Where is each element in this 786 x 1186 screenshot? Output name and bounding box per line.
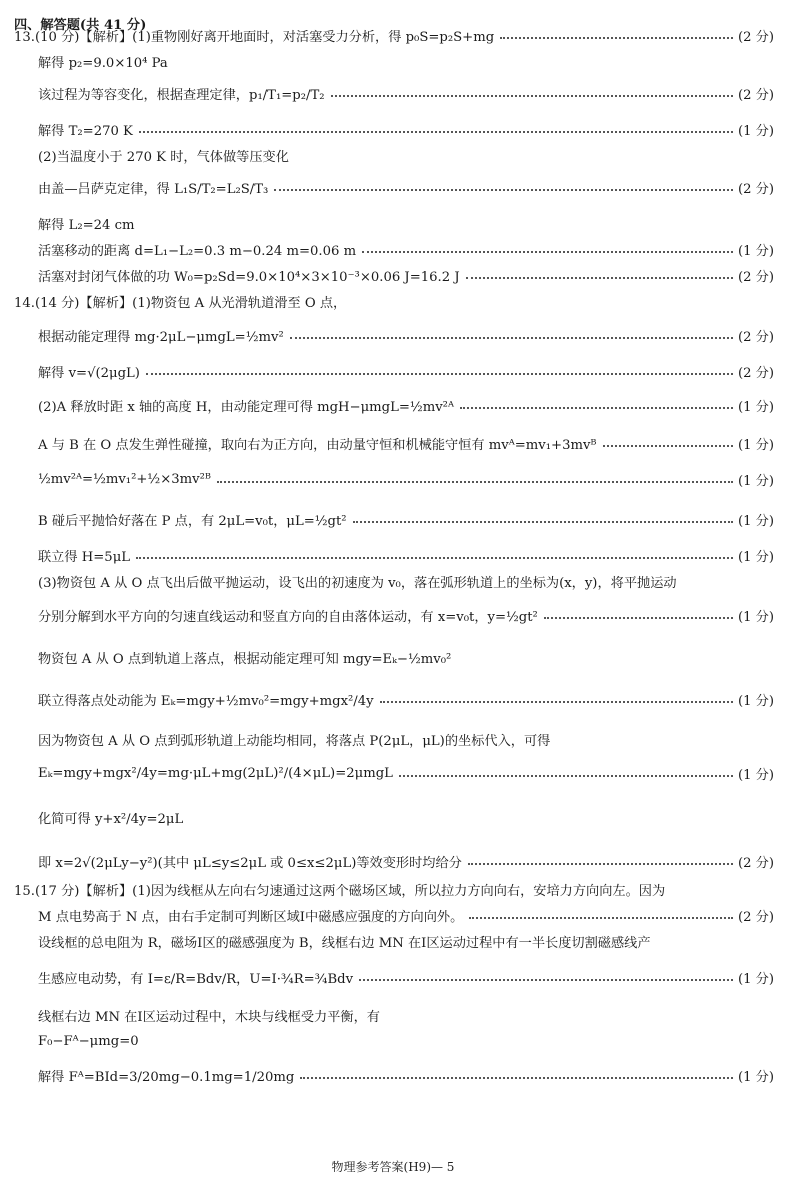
score-label: (1 分) [737, 1069, 774, 1085]
answer-line [38, 360, 786, 382]
answer-text: 设线框的总电阻为 R，磁场Ⅰ区的磁感强度为 B，线框右边 MN 在Ⅰ区运动过程中有一半长度切割磁感线产 [38, 935, 651, 951]
answer-text: 13.(10 分)【解析】(1)重物刚好离开地面时，对活塞受力分析，得 p₀S=p₂S+mg [14, 29, 495, 45]
answer-line [14, 878, 786, 900]
answer-line [38, 570, 786, 592]
page-footer: 物理参考答案(H9)— 5 [331, 1160, 455, 1174]
answer-text: Eₖ=mgy+mgx²/4y=mg·μL+mg(2μL)²/(4×μL)=2μmgL [38, 765, 393, 781]
answer-line [38, 212, 786, 234]
score-label: (2 分) [737, 269, 774, 285]
answer-text: 物资包 A 从 O 点到轨道上落点，根据动能定理可知 mgy=Eₖ−½mv₀² [38, 651, 452, 667]
answer-line [38, 144, 786, 166]
answer-line [38, 238, 786, 260]
answer-text: 15.(17 分)【解析】(1)因为线框从左向右匀速通过这两个磁场区域，所以拉力方向向右，安培力方向向左。因为 [14, 883, 666, 899]
dot-leader [331, 95, 733, 97]
answer-text: 根据动能定理得 mg·2μL−μmgL=½mv² [38, 329, 284, 345]
score-label: (2 分) [737, 29, 774, 45]
answer-line [38, 604, 786, 626]
score-label: (1 分) [737, 549, 774, 565]
answer-text: 解得 v=√(2μgL) [38, 365, 140, 381]
dot-leader [469, 917, 733, 919]
dot-leader [217, 481, 733, 483]
answer-text: 解得 L₂=24 cm [38, 217, 135, 233]
score-label: (1 分) [737, 971, 774, 987]
answer-line [38, 646, 786, 668]
score-label: (2 分) [737, 329, 774, 345]
dot-leader [290, 337, 733, 339]
score-label: (2 分) [737, 87, 774, 103]
dot-leader [353, 521, 733, 523]
dot-leader [136, 557, 733, 559]
score-label: (2 分) [737, 365, 774, 381]
answer-text: 生感应电动势，有 I=ε/R=Bdv/R，U=I·¾R=¾Bdv [38, 971, 354, 987]
dot-leader [362, 251, 733, 253]
answer-line [38, 850, 786, 872]
answer-text: 解得 p₂=9.0×10⁴ Pa [38, 55, 168, 71]
answer-text: ½mv²ᴬ=½mv₁²+½×3mv²ᴮ [38, 471, 211, 487]
answer-text: 14.(14 分)【解析】(1)物资包 A 从光滑轨道滑至 O 点， [14, 295, 347, 311]
dot-leader [544, 617, 733, 619]
answer-line [38, 82, 786, 104]
answer-line [38, 324, 786, 346]
answer-text: 解得 T₂=270 K [38, 123, 133, 139]
dot-leader [359, 979, 733, 981]
answer-line [38, 688, 786, 710]
dot-leader [139, 131, 733, 133]
answer-text: 由盖—吕萨克定律，得 L₁S/T₂=L₂S/T₃ [38, 181, 269, 197]
answer-text: 该过程为等容变化，根据查理定律，p₁/T₁=p₂/T₂ [38, 87, 325, 103]
answer-line [38, 432, 786, 454]
answer-text: 线框右边 MN 在Ⅰ区运动过程中，木块与线框受力平衡，有 [38, 1009, 380, 1025]
dot-leader [380, 701, 733, 703]
dot-leader [274, 189, 733, 191]
answer-line [38, 508, 786, 530]
answer-text: (2)当温度小于 270 K 时，气体做等压变化 [38, 149, 289, 165]
answer-line [38, 762, 786, 784]
score-label: (1 分) [737, 693, 774, 709]
score-label: (2 分) [737, 181, 774, 197]
answer-line [38, 176, 786, 198]
answer-text: B 碰后平抛恰好落在 P 点，有 2μL=v₀t，μL=½gt² [38, 513, 347, 529]
answer-text: M 点电势高于 N 点，由右手定制可判断区域Ⅰ中磁感应强度的方向向外。 [38, 909, 464, 925]
answer-text: F₀−Fᴬ−μmg=0 [38, 1033, 139, 1049]
dot-leader [500, 37, 733, 39]
answer-line [38, 904, 786, 926]
answer-text: 活塞移动的距离 d=L₁−L₂=0.3 m−0.24 m=0.06 m [38, 243, 357, 259]
answer-line [14, 24, 786, 46]
score-label: (1 分) [737, 513, 774, 529]
answer-text: 活塞对封闭气体做的功 W₀=p₂Sd=9.0×10⁴×3×10⁻³×0.06 J=16.2 J [38, 269, 460, 285]
dot-leader [468, 863, 733, 865]
dot-leader [399, 775, 733, 777]
answer-line [38, 728, 786, 750]
answer-text: (3)物资包 A 从 O 点飞出后做平抛运动，设飞出的初速度为 v₀，落在弧形轨道上的坐标为(x，y)，将平抛运动 [38, 575, 677, 591]
score-label: (2 分) [737, 855, 774, 871]
answer-text: 解得 Fᴬ=BId=3/20mg−0.1mg=1/20mg [38, 1069, 295, 1085]
dot-leader [300, 1077, 733, 1079]
dot-leader [603, 445, 733, 447]
score-label: (1 分) [737, 399, 774, 415]
answer-line [38, 118, 786, 140]
answer-line [14, 290, 786, 312]
dot-leader [146, 373, 733, 375]
score-label: (1 分) [737, 437, 774, 453]
section-title-text: 四、解答题(共 41 分) [14, 17, 147, 33]
answer-text: (2)A 释放时距 x 轴的高度 H，由动能定理可得 mgH−μmgL=½mv²ᴬ [38, 399, 454, 415]
answer-line [38, 468, 786, 490]
answer-line [38, 544, 786, 566]
score-label: (2 分) [737, 909, 774, 925]
answer-line [38, 50, 786, 72]
answer-line [38, 264, 786, 286]
answer-line [38, 1004, 786, 1026]
answer-text: 因为物资包 A 从 O 点到弧形轨道上动能均相同，将落点 P(2μL，μL)的坐标代入，可得 [38, 733, 551, 749]
answer-text: A 与 B 在 O 点发生弹性碰撞，取向右为正方向，由动量守恒和机械能守恒有 mvᴬ=mv₁+3mvᴮ [38, 437, 597, 453]
answer-line [38, 1064, 786, 1086]
score-label: (1 分) [737, 243, 774, 259]
score-label: (1 分) [737, 767, 774, 783]
dot-leader [466, 277, 733, 279]
answer-line [38, 930, 786, 952]
answer-text: 即 x=2√(2μLy−y²)(其中 μL≤y≤2μL 或 0≤x≤2μL)等效变形时均给分 [38, 855, 462, 871]
answer-line [38, 966, 786, 988]
answer-text: 联立得落点处动能为 Eₖ=mgy+½mv₀²=mgy+mgx²/4y [38, 693, 374, 709]
dot-leader [460, 407, 733, 409]
answer-line [38, 394, 786, 416]
answer-line [38, 1030, 786, 1052]
score-label: (1 分) [737, 473, 774, 489]
answer-text: 联立得 H=5μL [38, 549, 131, 565]
score-label: (1 分) [737, 123, 774, 139]
answer-line [38, 806, 786, 828]
answer-text: 化简可得 y+x²/4y=2μL [38, 811, 184, 827]
answer-text: 分别分解到水平方向的匀速直线运动和竖直方向的自由落体运动，有 x=v₀t，y=½gt² [38, 609, 538, 625]
score-label: (1 分) [737, 609, 774, 625]
